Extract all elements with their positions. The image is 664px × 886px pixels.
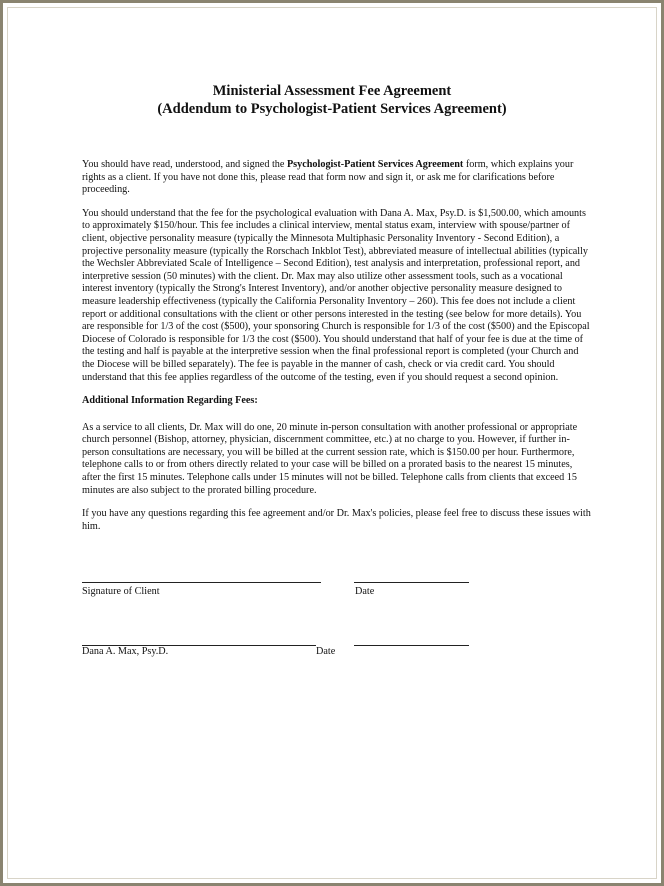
- paragraph-additional-fees: As a service to all clients, Dr. Max will do one, 20 minute in-person consultation with another professional or appropriate church personnel (Bishop, attorney, physician, discernment committee, etc.) at no charge to you. However, if further in-person consultations are necessary, you will be billed at the current session rate, which is $150.00 per hour. Furthermore, telephone calls to or from others directly related to your case will be billed on a prorated basis to the nearest 15 minutes, after the first 15 minutes. Telephone calls under 15 minutes will not be billed. Telephone calls from clients that exceed 15 minutes are also subject to the prorated billing procedure.: [82, 421, 578, 496]
- client-date-line[interactable]: [354, 582, 469, 583]
- psychologist-date-label: Date: [316, 646, 336, 657]
- section-heading: Additional Information Regarding Fees:: [82, 395, 258, 407]
- psychologist-signature-label: Dana A. Max, Psy.D.: [82, 646, 169, 657]
- intro-text-1: You should have read, understood, and signed the: [82, 159, 287, 170]
- paragraph-intro: [82, 159, 592, 197]
- title-line-2: (Addendum to Psychologist-Patient Services Agreement): [157, 101, 507, 117]
- document-title: [3, 82, 661, 118]
- paragraph-questions: If you have any questions regarding this fee agreement and/or Dr. Max's policies, please feel free to discuss these issues with him.: [82, 508, 591, 532]
- title-line-1: Ministerial Assessment Fee Agreement: [212, 83, 452, 99]
- agreement-name: Psychologist-Patient Services Agreement: [286, 159, 464, 170]
- client-date-label: Date: [355, 586, 375, 597]
- document-body: [82, 159, 592, 544]
- client-signature-label: Signature of Client: [82, 586, 160, 597]
- psychologist-date-line[interactable]: [354, 645, 469, 646]
- intro-text-2: form, which explains your rights as a client. If you have not done this, please read that form now and sign it, or ask me for clarifications before proceeding.: [82, 159, 574, 196]
- client-signature-line[interactable]: [82, 582, 321, 583]
- paragraph-fee: You should understand that the fee for the psychological evaluation with Dana A. Max, Psy.D. is $1,500.00, which amounts to approximately $150/hour. This fee includes a clinical interview, mental status exam, interview with spouse/partner of client, objective personality measure (typically the Minnesota Multiphasic Personality Inventory - Second Edition), a projective personality measure (typically the Rorschach Inkblot Test), abbreviated measure of intellectual abilities (typically the Wechsler Abbreviated Scale of Intelligence – Second Edition), test analysis and interpretation, professional report, and interpretive session (50 minutes) with the client. Dr. Max may also utilize other assessment tools, such as a vocational interest inventory (typically the Strong's Interest Inventory), and/or another objective personality measure designed to measure leadership effectiveness (typically the California Personality Inventory – 260). This fee does not include a client report or additional consultations with the client or other persons interested in the testing (see below for more details). You are responsible for 1/3 of the cost ($500), your sponsoring Church is responsible for 1/3 of the cost ($500) and the Episcopal Diocese of Colorado is responsible for 1/3 the cost ($500). You should understand that half of your fee is due at the time of the testing and half is payable at the interpretive session when the final professional report is completed (your Church and the Diocese will be billed separately). The fee is payable in the manner of cash, check or via credit card. You should understand that this fee applies regardless of the outcome of the testing, even if you should request a second opinion.: [82, 207, 590, 383]
